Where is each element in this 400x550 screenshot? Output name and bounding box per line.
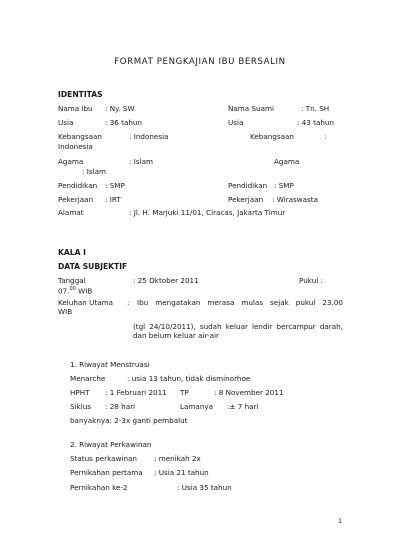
pekerjaan-ibu-value: : IRT [105,195,121,204]
riwayat-perkawinan-heading: 2. Riwayat Perkawinan [70,440,152,449]
page-number: 1 [338,517,343,525]
siklus-label: Siklus [70,402,92,411]
pukul-minutes: 00 [69,286,76,292]
agama-ibu-label: Agama [58,157,84,166]
status-perkawinan-value: : menikah 2x [154,454,201,463]
nama-suami-value: : Tn. SH [301,104,330,113]
pukul-hour: 07. [58,286,70,296]
usia-ibu-value: : 36 tahun [105,118,143,127]
pernikahan-pertama-value: : Usia 21 tahun [154,468,209,477]
kala-heading: KALA I [58,248,86,257]
document-title: FORMAT PENGKAJIAN IBU BERSALIN [114,57,286,67]
pendidikan-ibu-label: Pendidikan [58,181,98,190]
pendidikan-suami-value: : SMP [274,181,294,190]
tp-value: : 8 November 2011 [214,388,284,397]
pukul-unit: WIB [75,286,93,296]
riwayat-menstruasi-heading: 1. Riwayat Menstruasi [70,360,150,369]
tanggal-value: : 25 Oktober 2011 [133,276,199,285]
nama-suami-label: Nama Suami [228,104,274,113]
pukul-value [58,285,92,295]
usia-ibu-label: Usia [58,118,74,127]
pekerjaan-suami-value: : Wiraswasta [272,195,319,204]
data-subjektif-heading: DATA SUBJEKTIF [58,262,128,271]
usia-suami-value: : 43 tahun [297,118,335,127]
agama-ibu-value: : Islam [129,157,153,166]
alamat-value: : Jl. H. Marjuki 11/01, Ciracas, Jakarta Timur [129,208,286,217]
lamanya-label: Lamanya [180,402,214,411]
pukul-label: Pukul : [299,276,323,285]
keluhan-line-1: Ibu mengatakan merasa mulas sejak pukul 23.00 [137,298,343,307]
pernikahan-kedua-label: Pernikahan ke-2 [70,483,128,492]
pendidikan-ibu-value: : SMP [105,181,125,190]
lamanya-value: :± 7 hari [227,402,259,411]
siklus-value: : 28 hari [105,402,136,411]
pernikahan-kedua-value: : Usia 35 tahun [177,483,232,492]
pendidikan-suami-label: Pendidikan [228,181,268,190]
nama-ibu-label: Nama ibu [58,104,93,113]
agama-suami-label: Agama [274,157,300,166]
keluhan-label: Keluhan Utama [58,298,114,307]
tp-label: TP [180,388,189,397]
hpht-label: HPHT [70,388,90,397]
kebangsaan-suami-colon: : [324,132,327,141]
tanggal-label: Tanggal [58,276,86,285]
nama-ibu-value: : Ny. SW [105,104,135,113]
kebangsaan-suami-label: Kebangsaan [250,132,294,141]
pernikahan-pertama-label: Pernikahan pertama [70,468,143,477]
menarche-label: Menarche [70,374,106,383]
identitas-heading: IDENTITAS [58,90,103,99]
agama-suami-value: : Islam [82,167,106,176]
kebangsaan-ibu-label: Kebangsaan [58,132,102,141]
menarche-value: : usia 13 tahun, tidak disminorhoe [127,374,251,383]
keluhan-line-1b: WIB [58,307,73,316]
alamat-label: Alamat [58,208,84,217]
keluhan-paragraph-2: (tgl 24/10/2011), sudah keluar lendir bercampur darah, dan belum keluar air-air [133,322,343,340]
usia-suami-label: Usia [228,118,244,127]
hpht-value: : 1 Februari 2011 [105,388,167,397]
keluhan-colon: : [127,298,130,307]
kebangsaan-ibu-value: : Indonesia [129,132,169,141]
kebangsaan-suami-value: Indonesia [58,142,93,151]
pekerjaan-suami-label: Pekerjaan [228,195,264,204]
status-perkawinan-label: Status perkawinan [70,454,137,463]
pekerjaan-ibu-label: Pekerjaan [58,195,94,204]
banyaknya-text: banyaknya: 2-3x ganti pembalut [70,416,188,425]
